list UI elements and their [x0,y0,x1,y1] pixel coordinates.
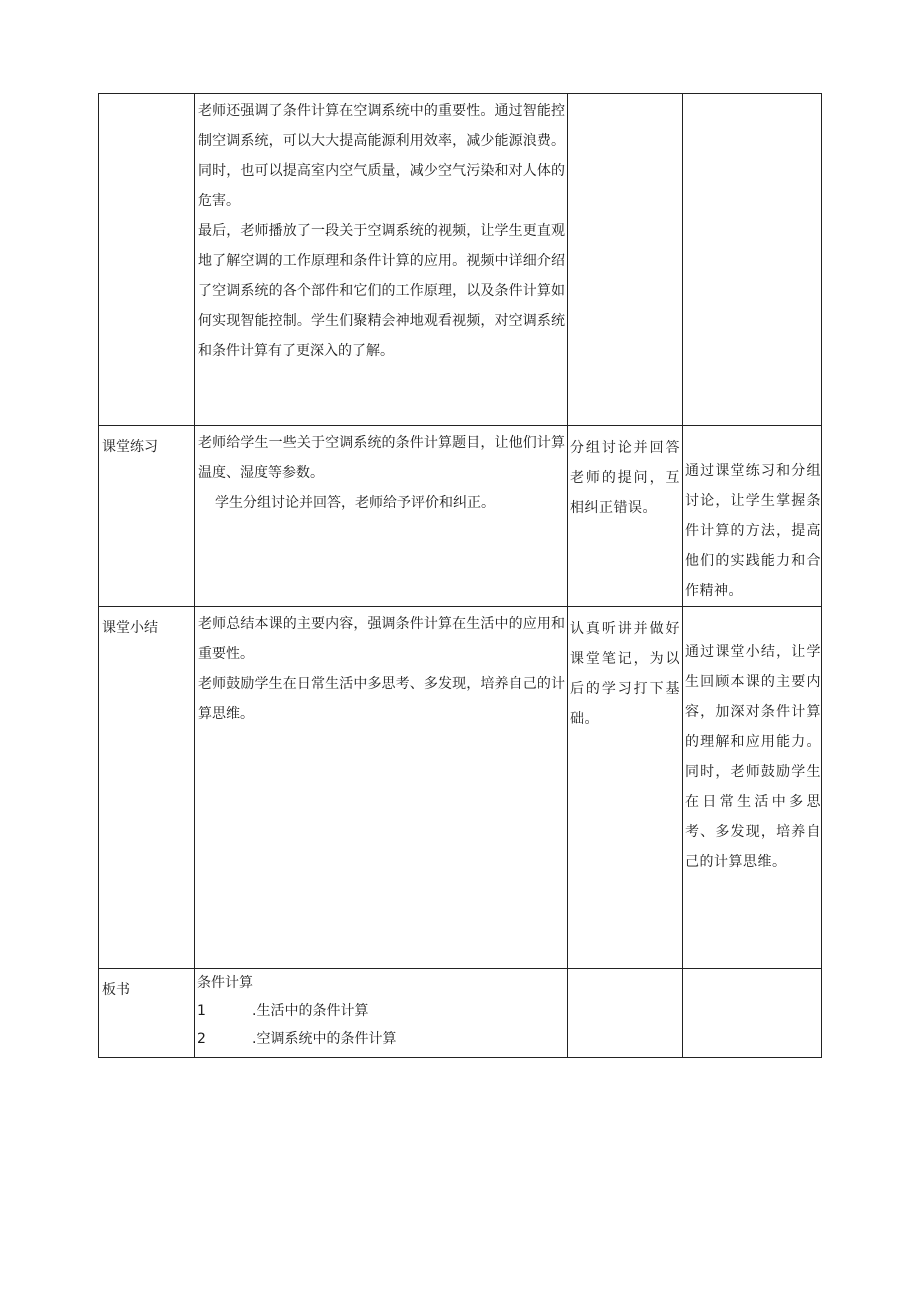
student-activity-text [568,94,682,101]
student-activity-text: 认真听讲并做好课堂笔记，为以后的学习打下基础。 [570,621,680,727]
content-paragraph: 老师还强调了条件计算在空调系统中的重要性。通过智能控制空调系统，可以大大提高能源利用效率，减少能源浪费。同时，也可以提高室内空气质量，减少空气污染和对人体的危害。 [198,103,565,209]
content-paragraph: 老师给学生一些关于空调系统的条件计算题目，让他们计算温度、湿度等参数。 [198,435,565,481]
board-item-number: 2 [197,1031,206,1047]
student-activity-cell [568,94,683,426]
board-item-text: .空调系统中的条件计算 [252,1031,397,1047]
student-activity-text: 分组讨论并回答老师的提问，互相纠正错误。 [570,440,680,516]
table-row [99,969,822,1058]
board-content-cell [195,969,568,1058]
board-item-number: 1 [197,1003,206,1019]
content-paragraph: 最后，老师播放了一段关于空调系统的视频，让学生更直观地了解空调的工作原理和条件计算的应用。视频中详细介绍了空调系统的各个部件和它们的工作原理，以及条件计算如何实现智能控制。学生们聚精会神地观看视频，对空调系统和条件计算有了更深入的了解。 [198,223,565,359]
student-activity-cell [568,607,683,969]
lesson-plan-table [98,93,822,1058]
student-activity-cell [568,969,683,1058]
row-label-cell [99,426,195,607]
design-purpose-cell [683,94,822,426]
student-activity-cell [568,426,683,607]
board-item [195,1025,567,1053]
row-label-cell [99,607,195,969]
design-purpose-text: 通过课堂练习和分组讨论，让学生掌握条件计算的方法，提高他们的实践能力和合作精神。 [685,463,821,599]
design-purpose-cell [683,607,822,969]
board-item-text: .生活中的条件计算 [252,1003,369,1019]
content-paragraph: 老师鼓励学生在日常生活中多思考、多发现，培养自己的计算思维。 [198,676,565,722]
design-purpose-cell [683,969,822,1058]
table-row [99,607,822,969]
design-purpose-text: 通过课堂小结，让学生回顾本课的主要内容，加深对条件计算的理解和应用能力。同时，老师鼓励学生在日常生活中多思考、多发现，培养自己的计算思维。 [685,644,821,870]
row-label-cell [99,969,195,1058]
row-label-practice: 课堂练习 [102,439,158,455]
row-label-cell [99,94,195,426]
design-purpose-text [683,94,821,124]
teacher-activity-cell [195,426,568,607]
table-row [99,94,822,426]
table-row [99,426,822,607]
row-label [99,94,194,100]
teacher-activity-cell [195,94,568,426]
board-item [195,997,567,1025]
teacher-activity-cell [195,607,568,969]
content-paragraph: 学生分组讨论并回答，老师给予评价和纠正。 [215,495,495,511]
content-paragraph: 老师总结本课的主要内容，强调条件计算在生活中的应用和重要性。 [198,616,565,662]
design-purpose-cell [683,426,822,607]
board-title: 条件计算 [197,975,253,991]
row-label-board: 板书 [102,982,130,998]
row-label-summary: 课堂小结 [102,620,158,636]
